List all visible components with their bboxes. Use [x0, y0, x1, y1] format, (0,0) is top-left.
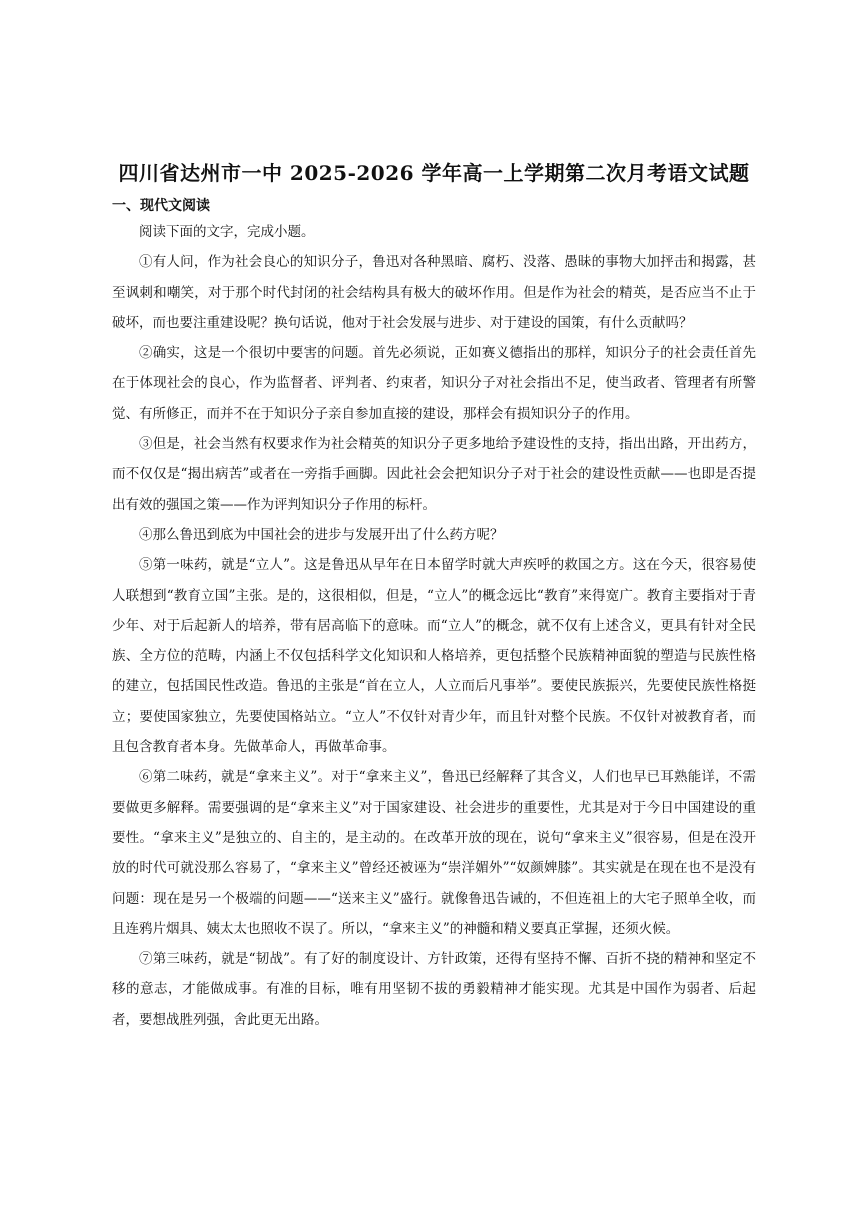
paragraph-instruction: 阅读下面的文字，完成小题。	[139, 224, 315, 240]
paragraph-5: ⑤第一味药，就是“立人”。这是鲁迅从早年在日本留学时就大声疾呼的救国之方。这在今天，很容易使人联想到“教育立国”主张。是的，这很相似，但是，“立人”的概念远比“教育”来得宽广。教育主要指对于青少年、对于后起新人的培养，带有居高临下的意味。而“立人”的概念，就不仅有上述含义，更具有针对全民族、全方位的范畴，内涵上不仅包括科学文化知识和人格培养，更包括整个民族精神面貌的塑造与民族性格的建立，包括国民性改造。鲁迅的主张是“首在立人，人立而后凡事举”。要使民族振兴，先要使民族性格挺立；要使国家独立，先要使国格站立。“立人”不仅针对青少年，而且针对整个民族。不仅针对被教育者，而且包含教育者本身。先做革命人，再做革命事。	[112, 557, 756, 756]
page-title: 四川省达州市一中 2025-2026 学年高一上学期第二次月考语文试题	[118, 161, 750, 185]
paragraph-7: ⑦第三味药，就是“韧战”。有了好的制度设计、方针政策，还得有坚持不懈、百折不挠的精神和坚定不移的意志，才能做成事。有准的目标，唯有用坚韧不拔的勇毅精神才能实现。尤其是中国作为弱者、后起者，要想战胜列强，舍此更无出路。	[112, 951, 756, 1028]
article-body	[112, 217, 756, 1035]
paragraph-3: ③但是，社会当然有权要求作为社会精英的知识分子更多地给予建设性的支持，指出出路，开出药方，而不仅仅是“揭出病苦”或者在一旁指手画脚。因此社会会把知识分子对于社会的建设性贡献——也即是否提出有效的强国之策——作为评判知识分子作用的标杆。	[112, 436, 756, 513]
section-heading: 一、现代文阅读	[112, 198, 210, 214]
paragraph-6: ⑥第二味药，就是“拿来主义”。对于“拿来主义”，鲁迅已经解释了其含义，人们也早已耳熟能详，不需要做更多解释。需要强调的是“拿来主义”对于国家建设、社会进步的重要性，尤其是对于今日中国建设的重要性。“拿来主义”是独立的、自主的，是主动的。在改革开放的现在，说句“拿来主义”很容易，但是在没开放的时代可就没那么容易了，“拿来主义”曾经还被诬为“崇洋媚外”“奴颜婢膝”。其实就是在现在也不是没有问题：现在是另一个极端的问题——“送来主义”盛行。就像鲁迅告诫的，不但连祖上的大宅子照单全收，而且连鸦片烟具、姨太太也照收不误了。所以，“拿来主义”的神髓和精义要真正掌握，还须火候。	[112, 769, 756, 937]
paragraph-2: ②确实，这是一个很切中要害的问题。首先必须说，正如赛义德指出的那样，知识分子的社会责任首先在于体现社会的良心，作为监督者、评判者、约束者，知识分子对社会指出不足，使当政者、管理者有所警觉、有所修正，而并不在于知识分子亲自参加直接的建设，那样会有损知识分子的作用。	[112, 345, 756, 422]
paragraph-4: ④那么鲁迅到底为中国社会的进步与发展开出了什么药方呢？	[139, 526, 504, 543]
paragraph-1: ①有人问，作为社会良心的知识分子，鲁迅对各种黑暗、腐朽、没落、愚昧的事物大加抨击和揭露，甚至讽刺和嘲笑，对于那个时代封闭的社会结构具有极大的破坏作用。但是作为社会的精英，是否应当不止于破坏，而也要注重建设呢？换句话说，他对于社会发展与进步、对于建设的国策，有什么贡献吗？	[112, 254, 756, 331]
